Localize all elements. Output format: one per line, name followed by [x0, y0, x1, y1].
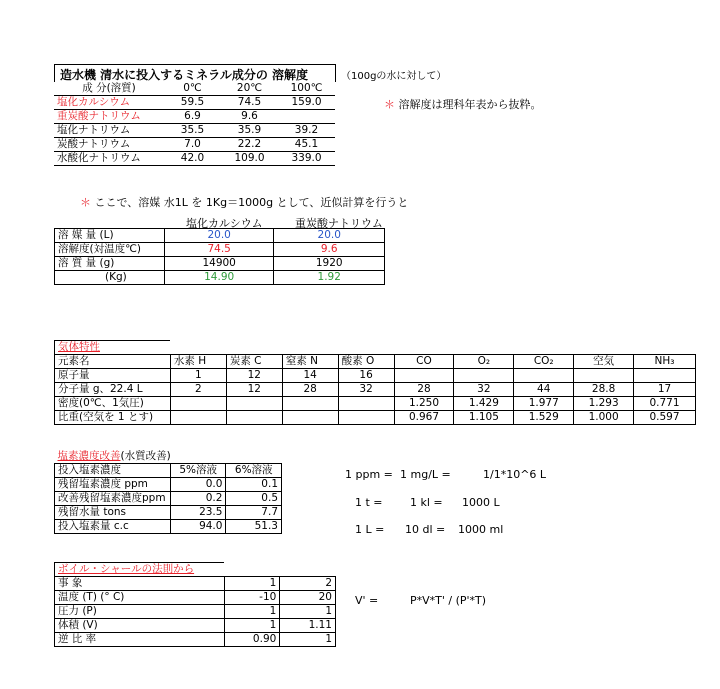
t3-r1-label: 分子量 g、22.4 L: [55, 383, 171, 397]
t3-h0: 元素名: [55, 355, 171, 369]
t1-row0-v100: 159.0: [278, 96, 335, 110]
t3-r2-v2: [282, 397, 338, 411]
t3-r2-v0: [170, 397, 226, 411]
t2-row1-label: 溶解度(対温度℃): [55, 243, 165, 257]
t4-title: 塩素濃度改善: [57, 450, 121, 462]
conv-l3a: 1 L =: [355, 523, 385, 536]
conv-l2b: 1 kl =: [410, 496, 443, 509]
t1-h-0c: 0℃: [164, 82, 221, 96]
table-row: [55, 229, 385, 243]
t3-r1-v5: 32: [454, 383, 514, 397]
t5-table: [54, 562, 336, 647]
t2-intro: [80, 194, 408, 210]
t3-r1-v2: 28: [282, 383, 338, 397]
t1-h-name: 成 分(溶質): [54, 82, 164, 96]
t5-title-fill: [224, 563, 335, 577]
t1-table: [54, 82, 335, 166]
t1-row2-v20: 35.9: [221, 124, 278, 138]
t3-title-fill: [170, 341, 695, 355]
t2-row2-a: 14900: [164, 257, 274, 271]
t5-r4-b: 1: [280, 633, 336, 647]
table-row: [55, 591, 336, 605]
t3-r0-v1: 12: [226, 369, 282, 383]
table-row: [55, 619, 336, 633]
table-row: [55, 506, 282, 520]
table-row: [55, 383, 696, 397]
t5-r2-b: 1: [280, 605, 336, 619]
t3-r0-v0: 1: [170, 369, 226, 383]
table-row: [55, 411, 696, 425]
t3-r3-v8: 0.597: [634, 411, 696, 425]
table-row: [55, 520, 282, 534]
table-row: [54, 124, 335, 138]
t3-h1: 水素 H: [170, 355, 226, 369]
t1-row0-v0: 59.5: [164, 96, 221, 110]
t3-title-row: [55, 341, 696, 355]
t3-r2-v6: 1.977: [514, 397, 574, 411]
t5-r2-a: 1: [224, 605, 280, 619]
t3-r0-v8: [634, 369, 696, 383]
t3-r0-label: 原子量: [55, 369, 171, 383]
t3-header-row: [55, 355, 696, 369]
t3-r1-v8: 17: [634, 383, 696, 397]
t1-row4-name: 水酸化ナトリウム: [54, 152, 164, 166]
t5-r1-label: 温度 (T) (° C): [55, 591, 225, 605]
t1-row4-v0: 42.0: [164, 152, 221, 166]
table-row: [55, 397, 696, 411]
t2-row0-b: 20.0: [274, 229, 385, 243]
formula-rhs: P*V*T' / (P'*T): [410, 594, 487, 607]
t3-r0-v2: 14: [282, 369, 338, 383]
t1-row2-v0: 35.5: [164, 124, 221, 138]
t2-row3-b: 1.92: [274, 271, 385, 285]
t3-h8: 空気: [574, 355, 634, 369]
t3-r3-v4: 0.967: [394, 411, 454, 425]
t4-r0-b: 0.1: [226, 478, 282, 492]
t4-r2-a: 23.5: [170, 506, 226, 520]
t4-r1-b: 0.5: [226, 492, 282, 506]
t3-r3-v1: [226, 411, 282, 425]
t3-r3-v5: 1.105: [454, 411, 514, 425]
t2-row3-label: (Kg): [55, 271, 165, 285]
t5-r1-a: -10: [224, 591, 280, 605]
t3-r1-v7: 28.8: [574, 383, 634, 397]
t5-r3-label: 体積 (V): [55, 619, 225, 633]
t4-r1-label: 改善残留塩素濃度ppm: [55, 492, 171, 506]
t3-r3-v0: [170, 411, 226, 425]
t2-row0-a: 20.0: [164, 229, 274, 243]
t4-r3-a: 94.0: [170, 520, 226, 534]
t5-r3-b: 1.11: [280, 619, 336, 633]
t4-title-row: [55, 450, 282, 464]
t1-row0-v20: 74.5: [221, 96, 278, 110]
table-row: [54, 96, 335, 110]
t3-r3-v7: 1.000: [574, 411, 634, 425]
t5-r0-b: 2: [280, 577, 336, 591]
t1-source-note-text: 溶解度は理科年表から抜粋。: [398, 98, 542, 111]
t3-h5: CO: [394, 355, 454, 369]
t3-r0-v4: [394, 369, 454, 383]
conv-l2c: 1000 L: [462, 496, 500, 509]
t4-r1-a: 0.2: [170, 492, 226, 506]
t5-r0-label: 事 象: [55, 577, 225, 591]
conv-l3c: 1000 ml: [458, 523, 504, 536]
table-row: [55, 492, 282, 506]
t5-r4-a: 0.90: [224, 633, 280, 647]
formula-lhs: V' =: [355, 594, 379, 607]
t1-row1-name: 重炭酸ナトリウム: [54, 110, 164, 124]
conv-l3b: 10 dl =: [405, 523, 446, 536]
t5-title-row: [55, 563, 336, 577]
t1-row4-v20: 109.0: [221, 152, 278, 166]
conv-l2a: 1 t =: [355, 496, 383, 509]
t3-r3-v2: [282, 411, 338, 425]
t1-h-100c: 100℃: [278, 82, 335, 96]
t3-r1-v4: 28: [394, 383, 454, 397]
t3-table: [54, 340, 696, 425]
t3-r2-v7: 1.293: [574, 397, 634, 411]
t1-h-20c: 20℃: [221, 82, 278, 96]
t1-row1-v100: [278, 110, 335, 124]
t3-h4: 酸素 O: [338, 355, 394, 369]
t2-row2-b: 1920: [274, 257, 385, 271]
conv-l1c: 1/1*10^6 L: [483, 468, 547, 481]
t3-r3-v6: 1.529: [514, 411, 574, 425]
table-row: [55, 243, 385, 257]
t3-h2: 炭素 C: [226, 355, 282, 369]
t5-r3-a: 1: [224, 619, 280, 633]
t3-h9: NH₃: [634, 355, 696, 369]
t3-h3: 窒素 N: [282, 355, 338, 369]
t3-r3-v3: [338, 411, 394, 425]
t3-title: 気体特性: [55, 341, 171, 355]
t3-r3-label: 比重(空気を 1 とす): [55, 411, 171, 425]
t5-title: ボイル・シャールの法則から: [55, 563, 225, 577]
t1-row3-v20: 22.2: [221, 138, 278, 152]
t3-r2-v5: 1.429: [454, 397, 514, 411]
t3-r1-v1: 12: [226, 383, 282, 397]
t1-source-note: [384, 96, 542, 112]
t1-row0-name: 塩化カルシウム: [54, 96, 164, 110]
t4-r2-label: 残留水量 tons: [55, 506, 171, 520]
table-row: [55, 633, 336, 647]
t2-h-a: 塩化カルシウム: [186, 217, 263, 230]
t1-row2-name: 塩化ナトリウム: [54, 124, 164, 138]
t2-h-b: 重炭酸ナトリウム: [295, 217, 383, 230]
t1-row2-v100: 39.2: [278, 124, 335, 138]
table-row: [55, 257, 385, 271]
t4-h0: 投入塩素濃度: [55, 464, 171, 478]
t2-intro-text: ここで、溶媒 水1L を 1Kg＝1000g として、近似計算を行うと: [94, 196, 409, 209]
t4-r0-a: 0.0: [170, 478, 226, 492]
t1-row3-v0: 7.0: [164, 138, 221, 152]
t3-r0-v5: [454, 369, 514, 383]
t2-row3-a: 14.90: [164, 271, 274, 285]
table-row: [55, 271, 385, 285]
t5-r4-label: 逆 比 率: [55, 633, 225, 647]
t4-h1: 5%溶液: [170, 464, 226, 478]
t2-row1-a: 74.5: [164, 243, 274, 257]
t1-header-row: [54, 82, 335, 96]
t4-r0-label: 残留塩素濃度 ppm: [55, 478, 171, 492]
t4-r3-b: 51.3: [226, 520, 282, 534]
conv-l1b: 1 mg/L =: [400, 468, 451, 481]
t4-r2-b: 7.7: [226, 506, 282, 520]
t3-r0-v3: 16: [338, 369, 394, 383]
t1-row1-v0: 6.9: [164, 110, 221, 124]
t3-r2-v3: [338, 397, 394, 411]
t2-row0-label: 溶 媒 量 (L): [55, 229, 165, 243]
t2-row2-label: 溶 質 量 (g): [55, 257, 165, 271]
t5-r1-b: 20: [280, 591, 336, 605]
t3-r1-v0: 2: [170, 383, 226, 397]
t2-table: [54, 228, 385, 285]
t3-r1-v6: 44: [514, 383, 574, 397]
t5-r2-label: 圧力 (P): [55, 605, 225, 619]
table-row: [55, 605, 336, 619]
asterisk-icon: ＊: [384, 98, 399, 111]
t5-r0-a: 1: [224, 577, 280, 591]
t3-r2-label: 密度(0℃、1気圧): [55, 397, 171, 411]
t1-row1-v20: 9.6: [221, 110, 278, 124]
asterisk-icon: ＊: [80, 196, 95, 209]
t1-row3-name: 炭酸ナトリウム: [54, 138, 164, 152]
t4-header-row: [55, 464, 282, 478]
t4-subtitle: (水質改善): [120, 450, 171, 462]
t4-h2: 6%溶液: [226, 464, 282, 478]
table-row: [54, 152, 335, 166]
conv-l1a: 1 ppm =: [345, 468, 393, 481]
t4-title-cell: [55, 450, 282, 464]
table-row: [55, 478, 282, 492]
t3-r0-v6: [514, 369, 574, 383]
t1-row3-v100: 45.1: [278, 138, 335, 152]
t4-table: [54, 450, 282, 534]
t2-row1-b: 9.6: [274, 243, 385, 257]
table-row: [54, 138, 335, 152]
t3-h7: CO₂: [514, 355, 574, 369]
table-row: [54, 110, 335, 124]
table-row: [55, 577, 336, 591]
t3-r2-v8: 0.771: [634, 397, 696, 411]
t4-r3-label: 投入塩素量 c.c: [55, 520, 171, 534]
t3-r0-v7: [574, 369, 634, 383]
t1-title: 造水機 清水に投入するミネラル成分の 溶解度: [60, 68, 308, 82]
t3-h6: O₂: [454, 355, 514, 369]
t3-r2-v1: [226, 397, 282, 411]
t3-r2-v4: 1.250: [394, 397, 454, 411]
table-row: [55, 369, 696, 383]
t1-note: （100gの水に対して）: [341, 71, 447, 82]
t3-r1-v3: 32: [338, 383, 394, 397]
t1-row4-v100: 339.0: [278, 152, 335, 166]
